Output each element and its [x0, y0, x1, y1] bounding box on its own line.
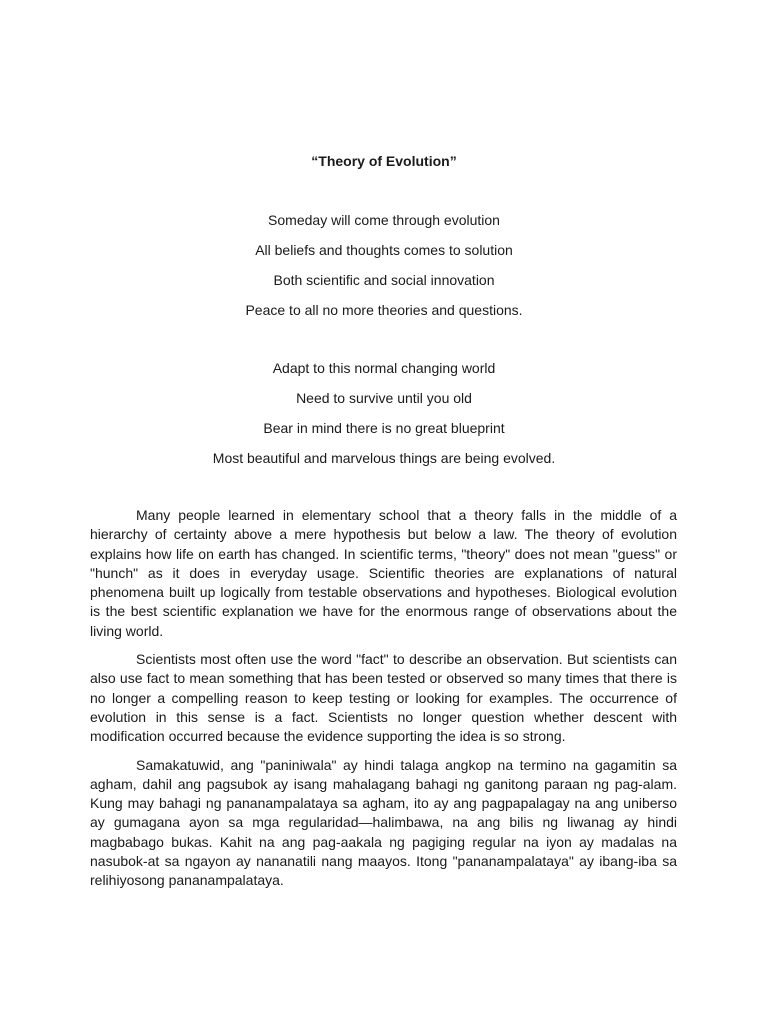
poem-line: Both scientific and social innovation: [273, 272, 495, 288]
poem-line: Bear in mind there is no great blueprint: [263, 420, 505, 436]
poem-title: “Theory of Evolution”: [311, 153, 457, 169]
poem-line: Someday will come through evolution: [268, 212, 500, 228]
poem-line: Most beautiful and marvelous things are being evolved.: [212, 450, 556, 466]
essay-paragraph: Samakatuwid, ang "paniniwala" ay hindi talaga angkop na termino na gagamitin sa agham, dahil ang pagsubok ay isang mahalagang bahagi ng ganitong paraan ng pag-alam. Kung may bahagi ng pananampalataya sa agham, ito ay ang pagpapalagay na ang uniberso ay gumagana ayon sa mga regularidad—halimbawa, na ang bilis ng liwanag ay hindi magbabago bukas. Kahit na ang pag-aakala ng pagiging regular na iyon ay madalas na nasubok-at sa ngayon ay nananatili nang maayos. Itong "pananampalataya" ay ibang-iba sa relihiyosong pananampalataya.: [90, 756, 677, 889]
essay-paragraph: Many people learned in elementary school that a theory falls in the middle of a hierarchy of certainty above a mere hypothesis but below a law. The theory of evolution explains how life on earth has changed. In scientific terms, "theory" does not mean "guess" or "hunch" as it does in everyday usage. Scientific theories are explanations of natural phenomena built up logically from testable observations and hypotheses. Biological evolution is the best scientific explanation we have for the enormous range of observations about the living world.: [90, 507, 677, 639]
poem-line: Peace to all no more theories and questions.: [245, 302, 523, 318]
poem-line: Need to survive until you old: [296, 390, 472, 406]
essay-paragraph: Scientists most often use the word "fact" to describe an observation. But scientists can also use fact to mean something that has been tested or observed so many times that there is no longer a compelling reason to keep testing or looking for examples. The occurrence of evolution in this sense is a fact. Scientists no longer question whether descent with modification occurred because the evidence supporting the idea is so strong.: [90, 651, 677, 745]
poem-stanza-1: [0, 210, 768, 330]
poem-stanza-2: [0, 358, 768, 478]
essay-body: [90, 506, 677, 900]
poem-line: Adapt to this normal changing world: [272, 360, 496, 376]
poem-line: All beliefs and thoughts comes to solution: [255, 242, 513, 258]
